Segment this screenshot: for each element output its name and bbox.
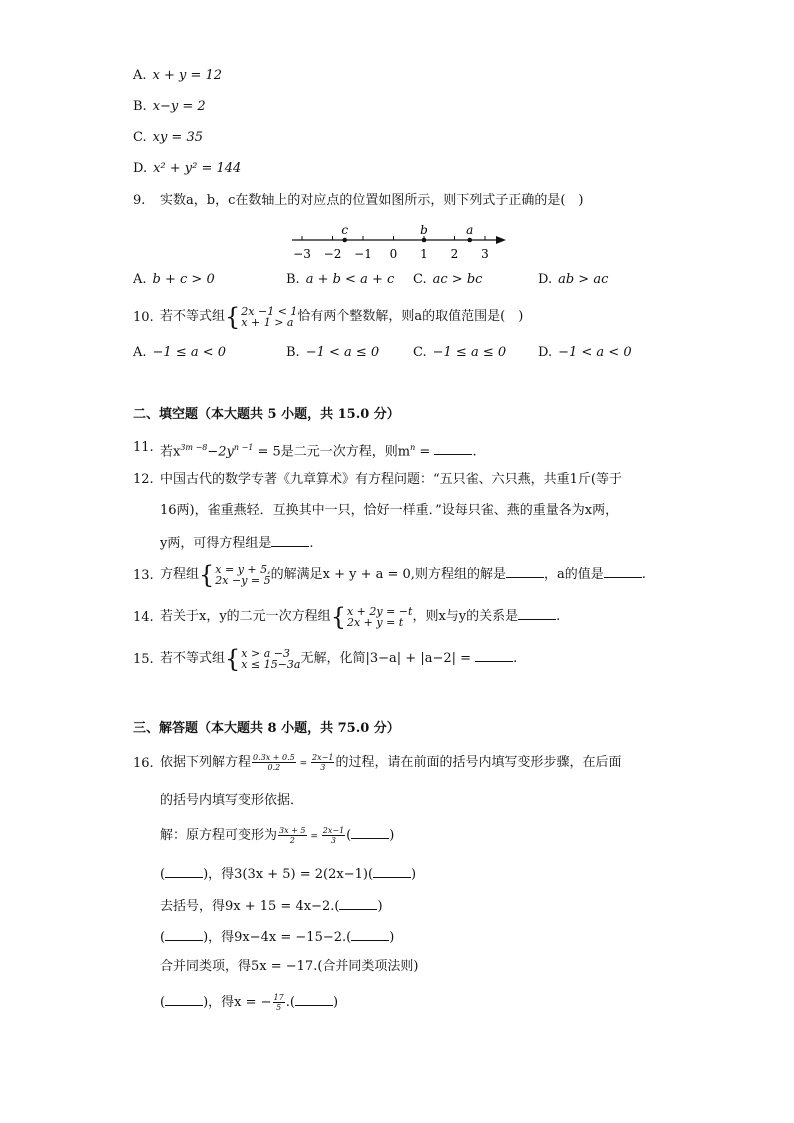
- system-line: x > a −3: [241, 646, 290, 660]
- option-text: −1 ≤ a ≤ 0: [432, 345, 507, 360]
- fraction: [273, 993, 285, 1012]
- q9-option-a: [133, 272, 215, 288]
- numerator: 2x−1: [322, 826, 345, 835]
- answer-blank[interactable]: [165, 865, 203, 878]
- number-line-tick-label: 0: [389, 247, 398, 261]
- brace-icon: {: [225, 644, 241, 673]
- answer-blank[interactable]: [373, 865, 411, 878]
- q16-text: ): [389, 930, 395, 945]
- q11-stem: [160, 440, 477, 460]
- answer-blank[interactable]: [475, 649, 513, 662]
- q16-line-2: 的括号内填写变形依据．: [160, 793, 304, 808]
- answer-blank[interactable]: [165, 993, 203, 1006]
- number-line-point-label: b: [420, 223, 428, 237]
- answer-blank[interactable]: [604, 565, 642, 578]
- system-line: x ≤ 15−3a: [241, 657, 301, 671]
- exponent: n: [410, 443, 416, 452]
- q16-stem: [160, 748, 621, 779]
- q9-option-b: [286, 272, 394, 288]
- q16-step-2: [160, 865, 416, 883]
- option-label: B.: [133, 99, 147, 114]
- q16-text: ): [203, 867, 209, 882]
- option-label: A.: [133, 272, 147, 287]
- option-text: x² + y² = 144: [153, 161, 242, 176]
- number-line-point-label: a: [466, 223, 474, 237]
- section-title-solution: 三、解答题（本大题共 8 小题，共 75.0 分）: [133, 721, 400, 736]
- number-line-tick-label: −3: [293, 247, 311, 261]
- denominator: 2: [289, 836, 295, 845]
- option-label: B.: [286, 272, 300, 287]
- numerator: 17: [273, 993, 284, 1002]
- option-text: xy = 35: [152, 130, 203, 145]
- q16-text: 去括号，得9x + 15 = 4x−2.(: [160, 899, 340, 914]
- q13-text: ，a的值是: [543, 567, 604, 582]
- equals: =: [296, 759, 311, 769]
- q14-text: 若关于x，y的二元一次方程组: [160, 609, 331, 624]
- q10-option-d: [538, 345, 632, 361]
- system-line: 2x −y = 5: [215, 573, 271, 587]
- brace-icon: {: [225, 302, 241, 331]
- q16-text: ): [389, 828, 395, 843]
- q15-system: [225, 644, 301, 673]
- answer-blank[interactable]: [351, 928, 389, 941]
- q10-number: 10.: [133, 310, 154, 325]
- q10-option-a: [133, 345, 226, 361]
- option-text: a + b < a + c: [305, 272, 395, 287]
- denominator: 3: [330, 836, 337, 845]
- option-text: x−y = 2: [152, 99, 206, 114]
- answer-blank[interactable]: [518, 607, 556, 620]
- option-text: −1 ≤ a < 0: [152, 345, 227, 360]
- q16-text: (: [346, 828, 352, 843]
- option-text: ac > bc: [432, 272, 483, 287]
- numerator: 3x + 5: [279, 826, 306, 835]
- option-label: A.: [133, 68, 147, 83]
- q10-system: [225, 302, 298, 331]
- answer-blank[interactable]: [434, 442, 472, 455]
- q16-text: ): [332, 995, 339, 1010]
- q9-option-c: [413, 272, 482, 288]
- q16-text: .(: [285, 995, 295, 1010]
- q16-text: ，得3(3x + 5) = 2(2x−1)(: [208, 867, 374, 882]
- q16-text: (: [160, 930, 166, 945]
- q11-text: = 5是二元一次方程，则m: [253, 444, 411, 460]
- section-title-fill-in: 二、填空题（本大题共 5 小题，共 15.0 分）: [133, 407, 400, 422]
- option-text: x + y = 12: [152, 68, 223, 83]
- q14-text: ，则x与y的关系是: [412, 609, 519, 624]
- q16-text: (: [160, 995, 166, 1010]
- q16-step-5: 合并同类项，得5x = −17.(合并同类项法则): [160, 959, 419, 974]
- q13-system: [199, 560, 271, 589]
- q11-text: 若x: [160, 444, 181, 460]
- brace-icon: {: [199, 560, 215, 589]
- q11-text: −2y: [207, 444, 234, 460]
- q10-option-c: [413, 345, 506, 361]
- number-line-point-a: [467, 238, 472, 243]
- q14-text: .: [556, 609, 561, 624]
- number-line-tick-label: 1: [420, 247, 428, 261]
- q14-number: 14.: [133, 610, 154, 625]
- q14-stem: [160, 600, 560, 634]
- q16-step-3: [160, 897, 383, 915]
- option-label: C.: [133, 130, 147, 145]
- denominator: 3: [320, 763, 326, 772]
- q16-text: (: [160, 867, 166, 882]
- q8-option-d: [133, 161, 241, 177]
- option-text: b + c > 0: [152, 272, 215, 287]
- numerator: 2x−1: [312, 753, 334, 762]
- option-label: A.: [133, 345, 147, 360]
- q13-text: 的解满足x + y + a = 0,则方程组的解是: [270, 567, 506, 582]
- q12-line-1: 中国古代的数学专著《九章算术》有方程问题：“五只雀、六只燕，共重1斤(等于: [160, 472, 622, 487]
- number-line-tick-label: −1: [354, 247, 372, 261]
- q13-stem: [160, 558, 646, 592]
- q12-line-2: 16两)，雀重燕轻．互换其中一只，恰好一样重．”设每只雀、燕的重量各为x两，: [160, 503, 619, 518]
- system-line: 2x −1 < 1: [241, 304, 298, 318]
- denominator: 5: [276, 1003, 282, 1012]
- number-line-point-c: [342, 238, 347, 243]
- q12-text: .: [309, 536, 314, 551]
- answer-blank[interactable]: [165, 928, 203, 941]
- answer-blank[interactable]: [506, 565, 544, 578]
- brace-icon: {: [330, 602, 346, 631]
- q16-number: 16.: [133, 756, 154, 771]
- fraction: [252, 753, 296, 772]
- number-line-point-label: c: [341, 223, 349, 237]
- q15-text: 无解，化简|3−a| + |a−2| =: [300, 651, 476, 666]
- fraction: [311, 753, 334, 772]
- system-line: 2x + y = t: [346, 615, 404, 629]
- q8-option-a: [133, 68, 222, 84]
- q10-stem: [160, 300, 523, 334]
- q16-text: ，得9x−4x = −15−2.(: [208, 930, 352, 945]
- q10-prefix: 若不等式组: [160, 309, 226, 324]
- q15-text: 若不等式组: [160, 651, 226, 666]
- option-label: B.: [286, 345, 300, 360]
- q16-step-1: [160, 821, 394, 852]
- q16-text: ): [203, 995, 209, 1010]
- arrow-right-icon: [496, 236, 506, 244]
- option-text: ab > ac: [558, 272, 609, 287]
- answer-blank[interactable]: [271, 534, 309, 547]
- q16-text: ): [377, 899, 383, 914]
- numerator: 0.3x + 0.5: [253, 753, 295, 762]
- option-text: −1 < a < 0: [558, 345, 632, 360]
- q10-suffix: 恰有两个整数解，则a的取值范围是( ): [297, 309, 524, 324]
- q9-number: 9.: [133, 193, 146, 208]
- q10-option-b: [286, 345, 379, 361]
- option-label: C.: [413, 272, 427, 287]
- q16-step-6: [160, 988, 338, 1018]
- answer-blank[interactable]: [295, 993, 333, 1006]
- number-line-point-b: [422, 238, 427, 243]
- option-label: D.: [133, 161, 148, 176]
- system-line: x + 1 > a: [241, 315, 294, 329]
- q11-number: 11.: [133, 440, 154, 455]
- option-label: D.: [538, 272, 553, 287]
- denominator: 0.2: [267, 763, 281, 772]
- fraction: [278, 826, 306, 845]
- q13-text: .: [641, 567, 646, 582]
- option-label: D.: [538, 345, 553, 360]
- q16-text: 依据下列解方程: [160, 755, 252, 770]
- q15-number: 15.: [133, 652, 154, 667]
- q13-text: 方程组: [160, 567, 200, 582]
- q12-line-3: [160, 534, 314, 552]
- system-line: x = y + 5,: [215, 562, 271, 576]
- q16-text: ): [411, 867, 417, 882]
- q15-stem: [160, 642, 517, 676]
- q12-number: 12.: [133, 472, 154, 487]
- q8-option-c: [133, 130, 203, 146]
- q8-option-b: [133, 99, 206, 115]
- equals: =: [307, 832, 321, 842]
- number-line-figure: [280, 218, 520, 266]
- q9-option-d: [538, 272, 608, 288]
- number-line-tick-label: 2: [450, 247, 459, 261]
- q15-text: .: [513, 651, 518, 666]
- q11-text: =: [415, 444, 435, 460]
- q16-text: ): [203, 930, 209, 945]
- exponent: 3m −8: [180, 443, 208, 452]
- q16-text: 的过程，请在前面的括号内填写变形步骤，在后面: [335, 755, 622, 770]
- answer-blank[interactable]: [351, 826, 389, 839]
- exponent: n −1: [233, 443, 254, 452]
- number-line-tick-label: −2: [323, 247, 342, 261]
- q12-text: y两，可得方程组是: [160, 536, 272, 551]
- number-line-tick-label: 3: [481, 247, 489, 261]
- system-line: x + 2y = −t: [346, 604, 413, 618]
- q16-text: ，得x = −: [208, 995, 272, 1010]
- q13-number: 13.: [133, 568, 154, 583]
- option-label: C.: [413, 345, 427, 360]
- fraction: [322, 826, 345, 845]
- q16-step-4: [160, 928, 394, 946]
- q14-system: [330, 602, 413, 631]
- q9-stem: 实数a，b，c在数轴上的对应点的位置如图所示，则下列式子正确的是( ): [160, 193, 584, 208]
- q11-text: .: [472, 444, 477, 460]
- answer-blank[interactable]: [339, 897, 377, 910]
- option-text: −1 < a ≤ 0: [305, 345, 380, 360]
- q16-text: 解：原方程可变形为: [160, 828, 278, 843]
